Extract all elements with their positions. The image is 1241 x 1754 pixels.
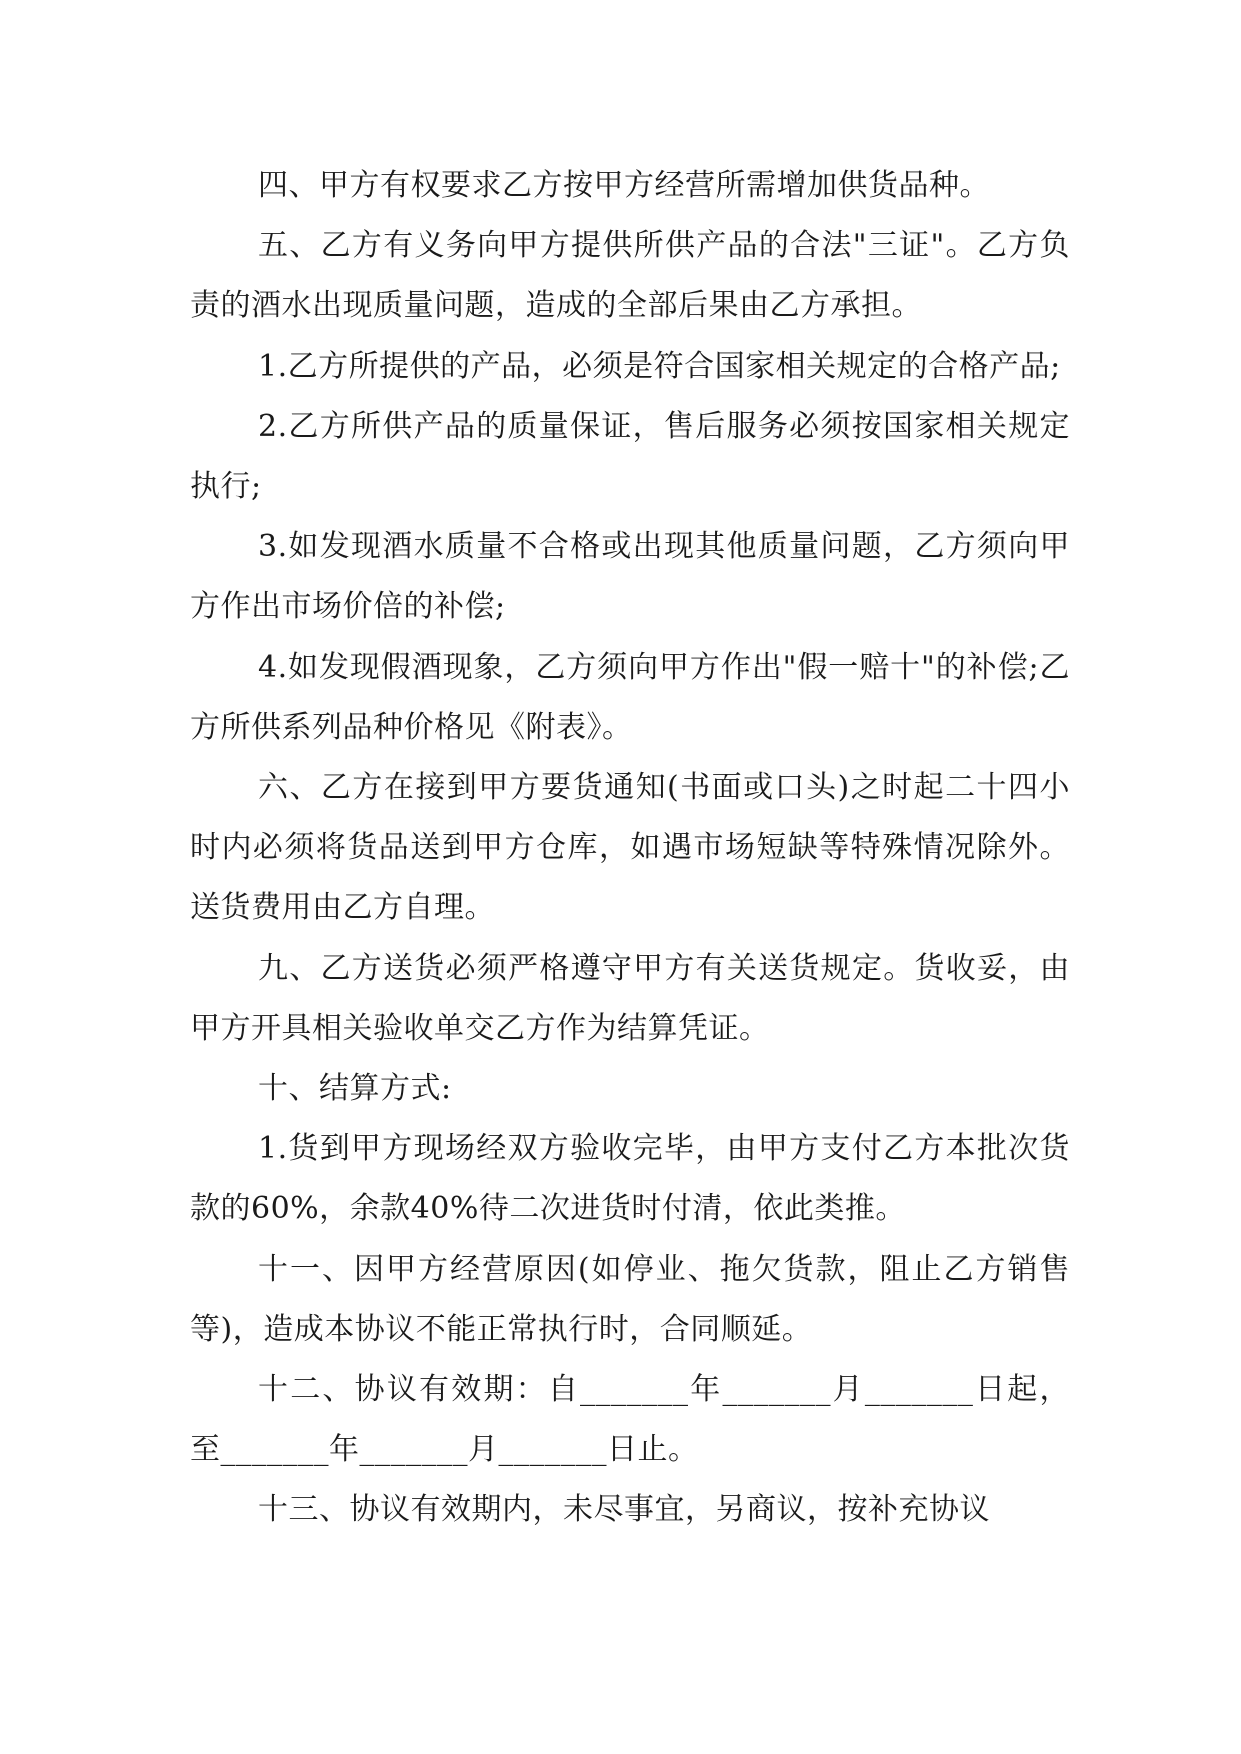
clause-11: 十一、因甲方经营原因(如停业、拖欠货款，阻止乙方销售等)，造成本协议不能正常执行时，合同顺延。: [190, 1251, 1070, 1347]
clause-6: 六、乙方在接到甲方要货通知(书面或口头)之时起二十四小时内必须将货品送到甲方仓库，如遇市场短缺等特殊情况除外。送货费用由乙方自理。: [190, 770, 1070, 926]
clause-10-item-1: 1.货到甲方现场经双方验收完毕，由甲方支付乙方本批次货款的60%，余款40%待二次进货时付清，依此类推。: [190, 1131, 1070, 1227]
clause-5-item-3: 3.如发现酒水质量不合格或出现其他质量问题，乙方须向甲方作出市场价倍的补偿;: [190, 529, 1070, 625]
clause-5-item-4: 4.如发现假酒现象，乙方须向甲方作出"假一赔十"的补偿;乙方所供系列品种价格见《附表》。: [190, 649, 1070, 745]
clause-12-validity: 十二、协议有效期：自_______年_______月_______日起，至_______年_______月_______日止。: [190, 1372, 1070, 1468]
clause-5-item-2: 2.乙方所供产品的质量保证，售后服务必须按国家相关规定执行;: [190, 408, 1070, 505]
clause-5-item-1: 1.乙方所提供的产品，必须是符合国家相关规定的合格产品;: [258, 348, 1061, 384]
clause-5: 五、乙方有义务向甲方提供所供产品的合法"三证"。乙方负责的酒水出现质量问题，造成的全部后果由乙方承担。: [190, 228, 1070, 324]
document-body: [190, 156, 1070, 1541]
clause-10-heading: 十、结算方式:: [258, 1071, 452, 1107]
clause-9: 九、乙方送货必须严格遵守甲方有关送货规定。货收妥，由甲方开具相关验收单交乙方作为结算凭证。: [190, 950, 1070, 1046]
clause-4: 四、甲方有权要求乙方按甲方经营所需增加供货品种。: [258, 168, 990, 203]
clause-13: 十三、协议有效期内，未尽事宜，另商议，按补充协议: [258, 1492, 990, 1528]
